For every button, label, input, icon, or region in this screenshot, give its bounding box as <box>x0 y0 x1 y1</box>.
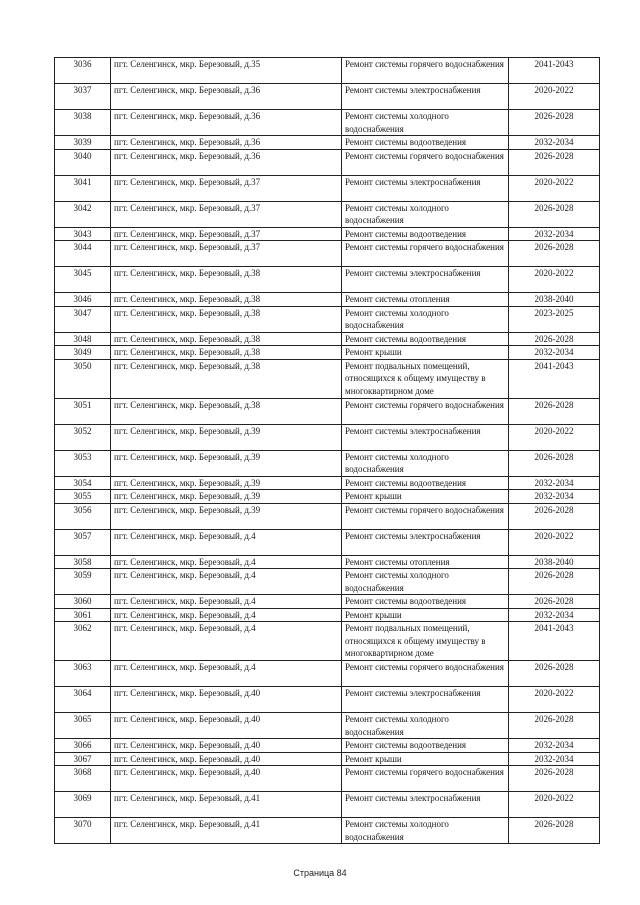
row-number-cell: 3059 <box>55 569 111 595</box>
row-number-cell: 3062 <box>55 622 111 661</box>
address-cell: пгт. Селенгинск, мкр. Березовый, д.36 <box>111 149 342 175</box>
row-number-cell: 3044 <box>55 241 111 267</box>
row-number-cell: 3058 <box>55 555 111 569</box>
table-row <box>55 267 600 293</box>
table-row <box>55 476 600 490</box>
period-cell: 2032-2034 <box>509 608 600 622</box>
work-type-cell: Ремонт крыши <box>342 752 509 766</box>
address-cell: пгт. Селенгинск, мкр. Березовый, д.38 <box>111 306 342 332</box>
work-type-cell: Ремонт системы горячего водоснабжения <box>342 661 509 687</box>
work-type-cell: Ремонт системы горячего водоснабжения <box>342 241 509 267</box>
row-number-cell: 3065 <box>55 713 111 739</box>
work-type-cell: Ремонт системы электроснабжения <box>342 424 509 450</box>
period-cell: 2020-2022 <box>509 267 600 293</box>
period-cell: 2026-2028 <box>509 149 600 175</box>
table-row <box>55 450 600 476</box>
row-number-cell: 3048 <box>55 332 111 346</box>
work-type-cell: Ремонт системы водоотведения <box>342 136 509 150</box>
period-cell: 2038-2040 <box>509 555 600 569</box>
row-number-cell: 3070 <box>55 818 111 844</box>
address-cell: пгт. Селенгинск, мкр. Березовый, д.39 <box>111 424 342 450</box>
address-cell: пгт. Селенгинск, мкр. Березовый, д.39 <box>111 490 342 504</box>
work-type-cell: Ремонт системы горячего водоснабжения <box>342 398 509 424</box>
period-cell: 2020-2022 <box>509 84 600 110</box>
period-cell: 2032-2034 <box>509 476 600 490</box>
table-row <box>55 687 600 713</box>
table-row <box>55 661 600 687</box>
row-number-cell: 3051 <box>55 398 111 424</box>
row-number-cell: 3061 <box>55 608 111 622</box>
work-type-cell: Ремонт системы электроснабжения <box>342 792 509 818</box>
address-cell: пгт. Селенгинск, мкр. Березовый, д.38 <box>111 359 342 398</box>
period-cell: 2026-2028 <box>509 713 600 739</box>
table-row <box>55 424 600 450</box>
table-row <box>55 110 600 136</box>
table-row <box>55 359 600 398</box>
table-row <box>55 739 600 753</box>
address-cell: пгт. Селенгинск, мкр. Березовый, д.39 <box>111 450 342 476</box>
period-cell: 2026-2028 <box>509 569 600 595</box>
row-number-cell: 3053 <box>55 450 111 476</box>
address-cell: пгт. Селенгинск, мкр. Березовый, д.38 <box>111 293 342 307</box>
row-number-cell: 3069 <box>55 792 111 818</box>
work-type-cell: Ремонт крыши <box>342 346 509 360</box>
address-cell: пгт. Селенгинск, мкр. Березовый, д.38 <box>111 346 342 360</box>
period-cell: 2026-2028 <box>509 661 600 687</box>
table-row <box>55 136 600 150</box>
work-type-cell: Ремонт системы холодного водоснабжения <box>342 713 509 739</box>
table-row <box>55 766 600 792</box>
work-type-cell: Ремонт системы отопления <box>342 555 509 569</box>
period-cell: 2026-2028 <box>509 201 600 227</box>
work-type-cell: Ремонт системы горячего водоснабжения <box>342 58 509 84</box>
row-number-cell: 3038 <box>55 110 111 136</box>
address-cell: пгт. Селенгинск, мкр. Березовый, д.4 <box>111 569 342 595</box>
period-cell: 2032-2034 <box>509 490 600 504</box>
table-row <box>55 792 600 818</box>
period-cell: 2020-2022 <box>509 175 600 201</box>
work-type-cell: Ремонт системы холодного водоснабжения <box>342 450 509 476</box>
row-number-cell: 3064 <box>55 687 111 713</box>
table-row <box>55 175 600 201</box>
work-type-cell: Ремонт системы электроснабжения <box>342 175 509 201</box>
page-number: Страница 84 <box>293 868 347 878</box>
work-type-cell: Ремонт системы водоотведения <box>342 739 509 753</box>
period-cell: 2026-2028 <box>509 818 600 844</box>
period-cell: 2032-2034 <box>509 136 600 150</box>
work-type-cell: Ремонт крыши <box>342 608 509 622</box>
repair-schedule-table <box>54 57 600 844</box>
address-cell: пгт. Селенгинск, мкр. Березовый, д.40 <box>111 766 342 792</box>
address-cell: пгт. Селенгинск, мкр. Березовый, д.36 <box>111 84 342 110</box>
period-cell: 2032-2034 <box>509 752 600 766</box>
table-row <box>55 58 600 84</box>
row-number-cell: 3050 <box>55 359 111 398</box>
period-cell: 2026-2028 <box>509 766 600 792</box>
row-number-cell: 3066 <box>55 739 111 753</box>
address-cell: пгт. Селенгинск, мкр. Березовый, д.40 <box>111 713 342 739</box>
address-cell: пгт. Селенгинск, мкр. Березовый, д.36 <box>111 110 342 136</box>
address-cell: пгт. Селенгинск, мкр. Березовый, д.39 <box>111 503 342 529</box>
table-row <box>55 293 600 307</box>
address-cell: пгт. Селенгинск, мкр. Березовый, д.35 <box>111 58 342 84</box>
address-cell: пгт. Селенгинск, мкр. Березовый, д.37 <box>111 227 342 241</box>
work-type-cell: Ремонт системы водоотведения <box>342 332 509 346</box>
table-row <box>55 608 600 622</box>
address-cell: пгт. Селенгинск, мкр. Березовый, д.41 <box>111 818 342 844</box>
address-cell: пгт. Селенгинск, мкр. Березовый, д.38 <box>111 332 342 346</box>
work-type-cell: Ремонт системы водоотведения <box>342 227 509 241</box>
row-number-cell: 3040 <box>55 149 111 175</box>
period-cell: 2032-2034 <box>509 739 600 753</box>
work-type-cell: Ремонт системы отопления <box>342 293 509 307</box>
period-cell: 2038-2040 <box>509 293 600 307</box>
period-cell: 2023-2025 <box>509 306 600 332</box>
address-cell: пгт. Селенгинск, мкр. Березовый, д.37 <box>111 201 342 227</box>
row-number-cell: 3046 <box>55 293 111 307</box>
table-row <box>55 503 600 529</box>
row-number-cell: 3036 <box>55 58 111 84</box>
work-type-cell: Ремонт системы водоотведения <box>342 476 509 490</box>
row-number-cell: 3068 <box>55 766 111 792</box>
address-cell: пгт. Селенгинск, мкр. Березовый, д.41 <box>111 792 342 818</box>
period-cell: 2041-2043 <box>509 622 600 661</box>
work-type-cell: Ремонт подвальных помещений, относящихся к общему имуществу в многоквартирном доме <box>342 622 509 661</box>
address-cell: пгт. Селенгинск, мкр. Березовый, д.39 <box>111 476 342 490</box>
row-number-cell: 3049 <box>55 346 111 360</box>
table-row <box>55 569 600 595</box>
address-cell: пгт. Селенгинск, мкр. Березовый, д.38 <box>111 267 342 293</box>
table-row <box>55 555 600 569</box>
table-row <box>55 595 600 609</box>
row-number-cell: 3045 <box>55 267 111 293</box>
table-row <box>55 818 600 844</box>
work-type-cell: Ремонт системы электроснабжения <box>342 687 509 713</box>
table-row <box>55 346 600 360</box>
address-cell: пгт. Селенгинск, мкр. Березовый, д.4 <box>111 595 342 609</box>
work-type-cell: Ремонт подвальных помещений, относящихся к общему имуществу в многоквартирном доме <box>342 359 509 398</box>
table-row <box>55 306 600 332</box>
row-number-cell: 3067 <box>55 752 111 766</box>
work-type-cell: Ремонт системы электроснабжения <box>342 84 509 110</box>
work-type-cell: Ремонт системы холодного водоснабжения <box>342 110 509 136</box>
period-cell: 2026-2028 <box>509 595 600 609</box>
table-row <box>55 149 600 175</box>
period-cell: 2020-2022 <box>509 424 600 450</box>
work-type-cell: Ремонт системы электроснабжения <box>342 529 509 555</box>
address-cell: пгт. Селенгинск, мкр. Березовый, д.4 <box>111 529 342 555</box>
period-cell: 2020-2022 <box>509 687 600 713</box>
address-cell: пгт. Селенгинск, мкр. Березовый, д.40 <box>111 752 342 766</box>
address-cell: пгт. Селенгинск, мкр. Березовый, д.4 <box>111 661 342 687</box>
period-cell: 2032-2034 <box>509 227 600 241</box>
row-number-cell: 3037 <box>55 84 111 110</box>
work-type-cell: Ремонт системы горячего водоснабжения <box>342 503 509 529</box>
row-number-cell: 3055 <box>55 490 111 504</box>
table-row <box>55 201 600 227</box>
period-cell: 2041-2043 <box>509 58 600 84</box>
table-row <box>55 227 600 241</box>
work-type-cell: Ремонт системы холодного водоснабжения <box>342 306 509 332</box>
work-type-cell: Ремонт крыши <box>342 490 509 504</box>
row-number-cell: 3054 <box>55 476 111 490</box>
row-number-cell: 3043 <box>55 227 111 241</box>
table-row <box>55 241 600 267</box>
period-cell: 2026-2028 <box>509 332 600 346</box>
address-cell: пгт. Селенгинск, мкр. Березовый, д.40 <box>111 687 342 713</box>
work-type-cell: Ремонт системы горячего водоснабжения <box>342 149 509 175</box>
table-row <box>55 622 600 661</box>
address-cell: пгт. Селенгинск, мкр. Березовый, д.40 <box>111 739 342 753</box>
address-cell: пгт. Селенгинск, мкр. Березовый, д.4 <box>111 622 342 661</box>
address-cell: пгт. Селенгинск, мкр. Березовый, д.36 <box>111 136 342 150</box>
table-row <box>55 84 600 110</box>
work-type-cell: Ремонт системы электроснабжения <box>342 267 509 293</box>
period-cell: 2020-2022 <box>509 792 600 818</box>
address-cell: пгт. Селенгинск, мкр. Березовый, д.37 <box>111 175 342 201</box>
period-cell: 2032-2034 <box>509 346 600 360</box>
table-row <box>55 490 600 504</box>
address-cell: пгт. Селенгинск, мкр. Березовый, д.4 <box>111 555 342 569</box>
address-cell: пгт. Селенгинск, мкр. Березовый, д.4 <box>111 608 342 622</box>
address-cell: пгт. Селенгинск, мкр. Березовый, д.38 <box>111 398 342 424</box>
period-cell: 2041-2043 <box>509 359 600 398</box>
row-number-cell: 3060 <box>55 595 111 609</box>
period-cell: 2020-2022 <box>509 529 600 555</box>
row-number-cell: 3047 <box>55 306 111 332</box>
period-cell: 2026-2028 <box>509 241 600 267</box>
address-cell: пгт. Селенгинск, мкр. Березовый, д.37 <box>111 241 342 267</box>
row-number-cell: 3056 <box>55 503 111 529</box>
work-type-cell: Ремонт системы холодного водоснабжения <box>342 569 509 595</box>
table-row <box>55 332 600 346</box>
row-number-cell: 3042 <box>55 201 111 227</box>
period-cell: 2026-2028 <box>509 450 600 476</box>
work-type-cell: Ремонт системы холодного водоснабжения <box>342 818 509 844</box>
table-body <box>55 58 600 844</box>
row-number-cell: 3063 <box>55 661 111 687</box>
table-row <box>55 713 600 739</box>
work-type-cell: Ремонт системы горячего водоснабжения <box>342 766 509 792</box>
table-row <box>55 529 600 555</box>
row-number-cell: 3057 <box>55 529 111 555</box>
table-row <box>55 752 600 766</box>
period-cell: 2026-2028 <box>509 110 600 136</box>
work-type-cell: Ремонт системы водоотведения <box>342 595 509 609</box>
row-number-cell: 3039 <box>55 136 111 150</box>
work-type-cell: Ремонт системы холодного водоснабжения <box>342 201 509 227</box>
table-row <box>55 398 600 424</box>
row-number-cell: 3041 <box>55 175 111 201</box>
row-number-cell: 3052 <box>55 424 111 450</box>
period-cell: 2026-2028 <box>509 503 600 529</box>
period-cell: 2026-2028 <box>509 398 600 424</box>
